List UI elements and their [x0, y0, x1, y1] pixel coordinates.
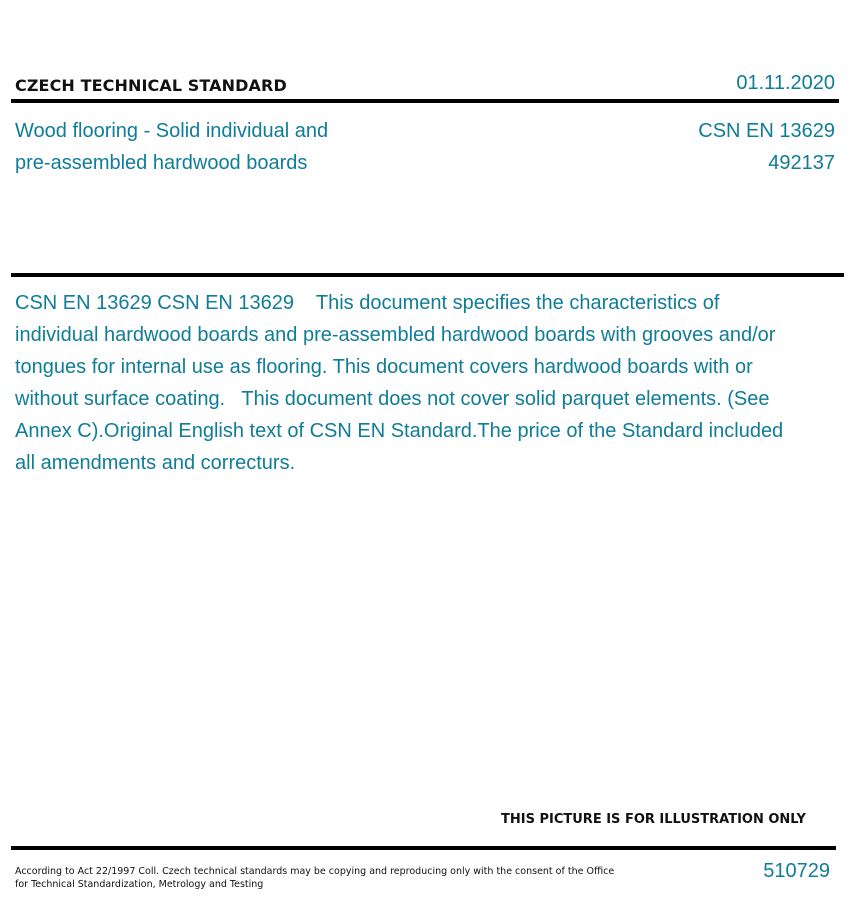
- standard-title-line-1: Wood flooring - Solid individual and: [15, 120, 329, 142]
- publication-date: 01.11.2020: [736, 72, 835, 94]
- standard-codes: [698, 115, 835, 179]
- illustration-notice: THIS PICTURE IS FOR ILLUSTRATION ONLY: [501, 812, 806, 827]
- standard-title: [15, 115, 435, 179]
- footer-divider: [11, 846, 836, 850]
- legal-notice-line-2: for Technical Standardization, Metrology and Testing: [15, 879, 264, 890]
- abstract-text: CSN EN 13629 CSN EN 13629 This document specifies the characteristics of individual hardwood boards and pre-assembled hardwood boards with grooves and/or tongues for internal use as flooring. This document covers hardwood boards with or without surface coating. This document does not cover solid parquet elements. (See Annex C).Original English text of CSN EN Standard.The price of the Standard included all amendments and correcturs.: [15, 292, 789, 474]
- standard-title-line-2: pre-assembled hardwood boards: [15, 152, 308, 174]
- legal-notice: [15, 865, 615, 891]
- legal-notice-line-1: According to Act 22/1997 Coll. Czech technical standards may be copying and reproducing only with the consent of the Office: [15, 866, 615, 877]
- document-type-heading: CZECH TECHNICAL STANDARD: [15, 76, 287, 95]
- classification-code: 492137: [768, 152, 835, 174]
- section-divider: [11, 273, 844, 277]
- catalog-number: 510729: [763, 860, 830, 882]
- standard-designation: CSN EN 13629: [698, 120, 835, 142]
- top-divider: [11, 99, 839, 103]
